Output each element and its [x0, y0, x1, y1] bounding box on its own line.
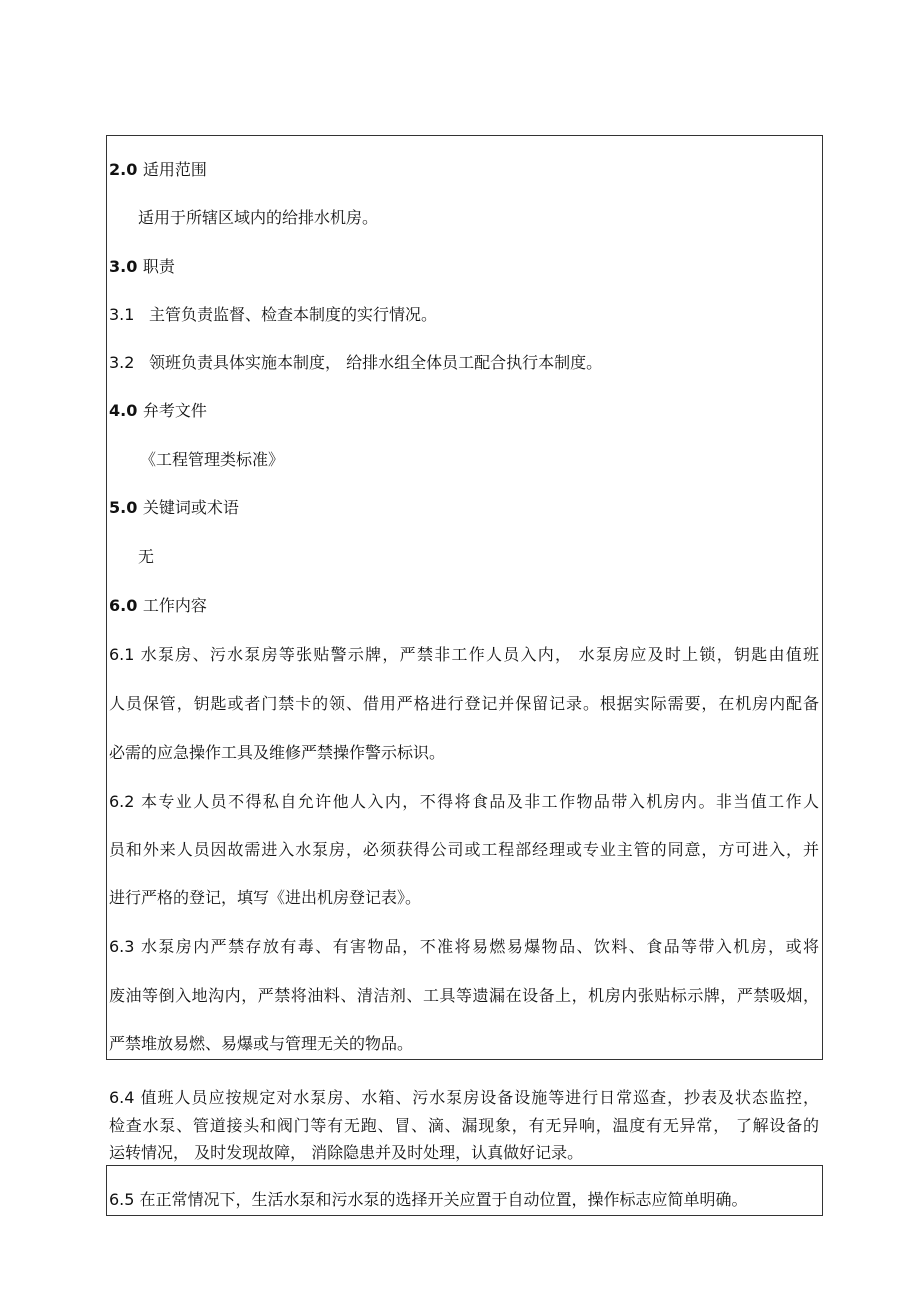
item-text: 主管负责监督、检查本制度的实行情况。 — [149, 305, 438, 324]
section-title: 适用范围 — [142, 160, 207, 179]
paragraph-6-2-line: 员和外来人员因故需进入水泵房，必须获得公司或工程部经理或专业主管的同意，方可进入，并 — [109, 840, 819, 859]
paragraph-6-1-line: 人员保管，钥匙或者门禁卡的领、借用严格进行登记并保留记录。根据实际需要，在机房内配备 — [109, 694, 819, 713]
section-number: 2.0 — [109, 160, 138, 179]
section-body-5: 无 — [138, 547, 155, 566]
item-text: 领班负责具体实施本制度， 给排水组全体员工配合执行本制度。 — [149, 353, 603, 372]
paragraph-6-3-line: 6.3 水泵房内严禁存放有毒、有害物品，不准将易燃易爆物品、饮料、食品等带入机房，或将 — [109, 937, 819, 956]
section-heading-6 — [109, 596, 207, 616]
content-frame — [106, 135, 823, 1060]
section-heading-2 — [109, 160, 207, 180]
section-heading-5 — [109, 498, 239, 518]
paragraph-6-1-line: 必需的应急操作工具及维修严禁操作警示标识。 — [109, 743, 446, 762]
section-title: 职责 — [142, 257, 175, 276]
paragraph-6-3-line: 废油等倒入地沟内，严禁将油料、清洁剂、工具等遗漏在设备上，机房内张贴标示牌，严禁吸烟， — [109, 986, 819, 1005]
section-number: 6.0 — [109, 596, 138, 615]
item-index: 3.1 — [109, 305, 135, 324]
section-number: 4.0 — [109, 401, 138, 420]
section-number: 3.0 — [109, 257, 138, 276]
paragraph-6-4-line: 运转情况， 及时发现故障， 消除隐患并及时处理，认真做好记录。 — [109, 1143, 584, 1162]
item-3-1 — [109, 305, 437, 325]
section-heading-4 — [109, 401, 207, 421]
paragraph-6-3-line: 严禁堆放易燃、易爆或与管理无关的物品。 — [109, 1034, 414, 1053]
section-body-4: 《工程管理类标准》 — [140, 450, 285, 469]
paragraph-6-2-line: 进行严格的登记，填写《进出机房登记表》。 — [109, 888, 422, 907]
section-title: 弁考文件 — [142, 401, 207, 420]
section-body-2: 适用于所辖区域内的给排水机房。 — [138, 208, 379, 227]
paragraph-6-5: 6.5 在正常情况下，生活水泵和污水泵的选择开关应置于自动位置，操作标志应简单明确。 — [109, 1190, 748, 1209]
section-title: 工作内容 — [142, 596, 207, 615]
paragraph-6-4-line: 6.4 值班人员应按规定对水泵房、水箱、污水泵房设备设施等进行日常巡查，抄表及状态监控， — [109, 1088, 819, 1107]
section-number: 5.0 — [109, 498, 138, 517]
item-index: 3.2 — [109, 353, 135, 372]
paragraph-6-2-line: 6.2 本专业人员不得私自允许他人入内，不得将食品及非工作物品带入机房内。非当值工作人 — [109, 792, 819, 811]
section-title: 关键词或术语 — [142, 498, 239, 517]
item-3-2 — [109, 353, 602, 373]
paragraph-6-1-line: 6.1 水泵房、污水泵房等张贴警示牌，严禁非工作人员入内， 水泵房应及时上锁，钥匙由值班 — [109, 645, 819, 664]
paragraph-6-4-line: 检查水泵、管道接头和阀门等有无跑、冒、滴、漏现象，有无异响，温度有无异常， 了解设备的 — [109, 1116, 819, 1135]
section-heading-3 — [109, 257, 175, 277]
